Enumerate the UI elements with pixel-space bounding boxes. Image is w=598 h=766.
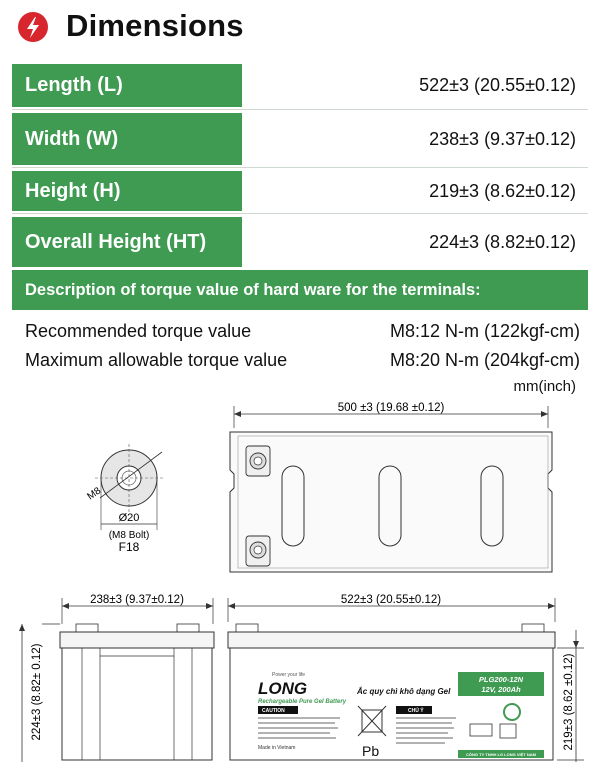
torque-value: M8:12 N-m (122kgf-cm): [389, 321, 580, 341]
caution-title: CAUTION: [262, 708, 285, 714]
company-name: CÔNG TY TNHH LG LONG VIỆT NAM: [466, 752, 536, 757]
terminal-detail: [85, 444, 163, 554]
row-divider: [12, 167, 588, 168]
chu-y-title: CHÚ Ý: [408, 708, 424, 714]
terminal-bolt-note: (M8 Bolt): [108, 530, 150, 541]
dimension-row-overall-height: [12, 217, 588, 267]
model-rating: 12V, 200Ah: [481, 685, 521, 694]
brand-logo: LONG: [258, 679, 308, 698]
page-title: Dimensions: [66, 8, 244, 43]
terminal-diameter: Ø20: [118, 512, 140, 524]
dimension-label: Width (W): [12, 113, 242, 165]
dimension-value: 522±3 (20.55±0.12): [419, 75, 576, 95]
model-number: PLG200-12N: [478, 675, 524, 684]
made-in: Made in Vietnam: [258, 745, 296, 751]
label-viet-title: Ắc quy chì khô dạng Gel: [357, 687, 451, 696]
dimension-label: Length (L): [12, 64, 242, 107]
lead-symbol: Pb: [362, 743, 380, 759]
body-height: 219±3 (8.62 ±0.12): [563, 653, 575, 751]
torque-heading: Description of torque value of hard ware for the terminals:: [12, 270, 588, 310]
label-subtitle: Rechargeable Pure Gel Battery: [258, 699, 347, 705]
terminal-code: F18: [118, 540, 140, 554]
side-view-drawing: [19, 594, 214, 762]
dimension-value: 238±3 (9.37±0.12): [429, 128, 576, 149]
m8-label: M8: [85, 485, 104, 503]
overall-height: 224±3 (8.82± 0.12): [31, 643, 43, 741]
dimension-label: Overall Height (HT): [12, 217, 242, 267]
dimension-label: Height (H): [12, 171, 242, 211]
technical-drawing: [0, 392, 598, 766]
front-view-drawing: [228, 594, 584, 762]
page-header: [0, 0, 598, 56]
brand-tagline: Power your life: [272, 672, 306, 678]
dimension-row-length: [12, 64, 588, 107]
row-divider: [12, 109, 588, 110]
torque-value: M8:20 N-m (204kgf-cm): [389, 350, 580, 370]
dimension-value: 224±3 (8.82±0.12): [429, 231, 576, 252]
unit-note: mm(inch): [513, 378, 576, 395]
top-view-drawing: [230, 402, 552, 572]
crossed-bin-icon: [358, 706, 386, 736]
row-divider: [12, 213, 588, 214]
torque-label: Maximum allowable torque value: [25, 350, 288, 370]
dimension-value: 219±3 (8.62±0.12): [429, 180, 576, 201]
front-length: 522±3 (20.55±0.12): [340, 594, 442, 606]
side-width: 238±3 (9.37±0.12): [90, 594, 184, 606]
top-view-width: 500 ±3 (19.68 ±0.12): [337, 402, 445, 414]
dimension-row-width: [12, 113, 588, 165]
dimension-row-height: [12, 171, 588, 211]
lightning-bolt-icon: [18, 12, 48, 42]
torque-label: Recommended torque value: [25, 321, 252, 341]
